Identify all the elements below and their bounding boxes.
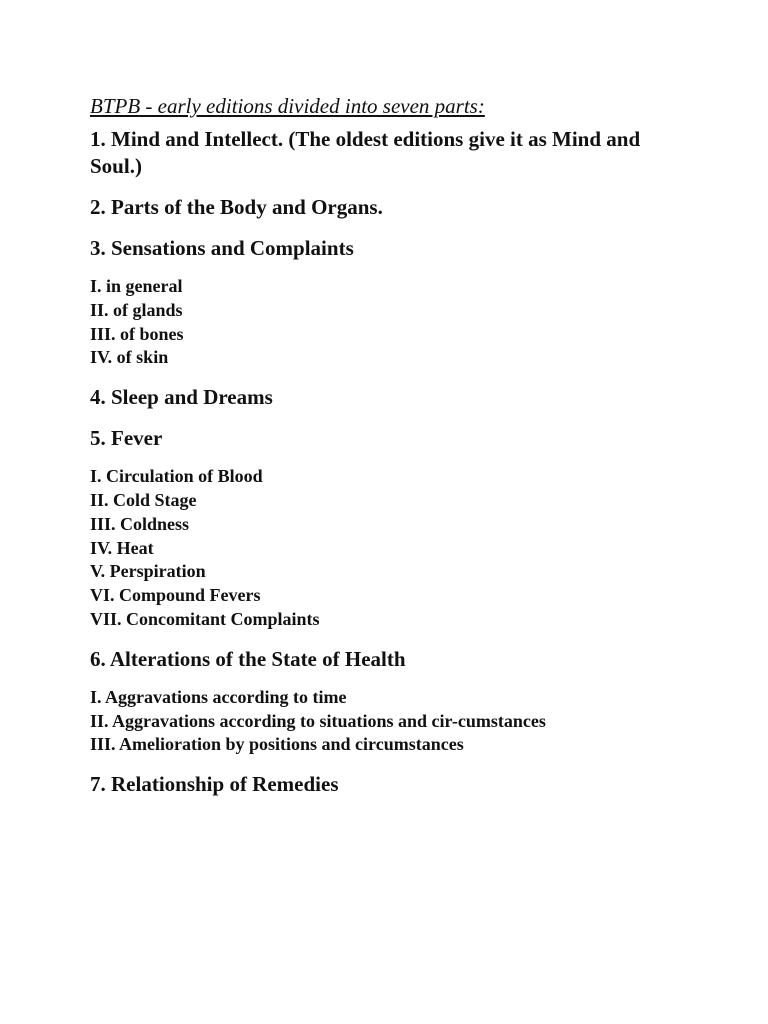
document-page (90, 92, 690, 812)
document-title: BTPB - early editions divided into seven parts: (90, 94, 485, 118)
part-6-heading: 6. Alterations of the State of Health (90, 646, 406, 671)
list-item: I. Aggravations according to time (90, 686, 347, 707)
part-3-sublist (90, 275, 690, 370)
list-item: III. Amelioration by positions and circumstances (90, 734, 464, 755)
list-item: II. of glands (90, 299, 183, 320)
part-1-heading: 1. Mind and Intellect. (The oldest editions give it as Mind and Soul.) (90, 127, 641, 178)
list-item: VI. Compound Fevers (90, 585, 261, 606)
part-3-heading: 3. Sensations and Complaints (90, 236, 354, 260)
list-item: V. Perspiration (90, 561, 206, 582)
list-item: III. of bones (90, 323, 184, 344)
list-item: IV. Heat (90, 537, 154, 558)
part-6-sublist (90, 686, 690, 757)
list-item: VII. Concomitant Complaints (90, 608, 320, 629)
part-2-heading: 2. Parts of the Body and Organs. (90, 195, 383, 219)
part-5-sublist (90, 465, 690, 632)
part-4-heading: 4. Sleep and Dreams (90, 385, 273, 410)
list-item: II. Cold Stage (90, 489, 197, 510)
list-item: I. in general (90, 276, 183, 296)
list-item: IV. of skin (90, 347, 169, 368)
list-item: I. Circulation of Blood (90, 466, 263, 487)
list-item: III. Coldness (90, 513, 190, 534)
part-5-heading: 5. Fever (90, 426, 163, 451)
part-7-heading: 7. Relationship of Remedies (90, 772, 339, 797)
list-item: II. Aggravations according to situations and cir-cumstances (90, 710, 546, 731)
